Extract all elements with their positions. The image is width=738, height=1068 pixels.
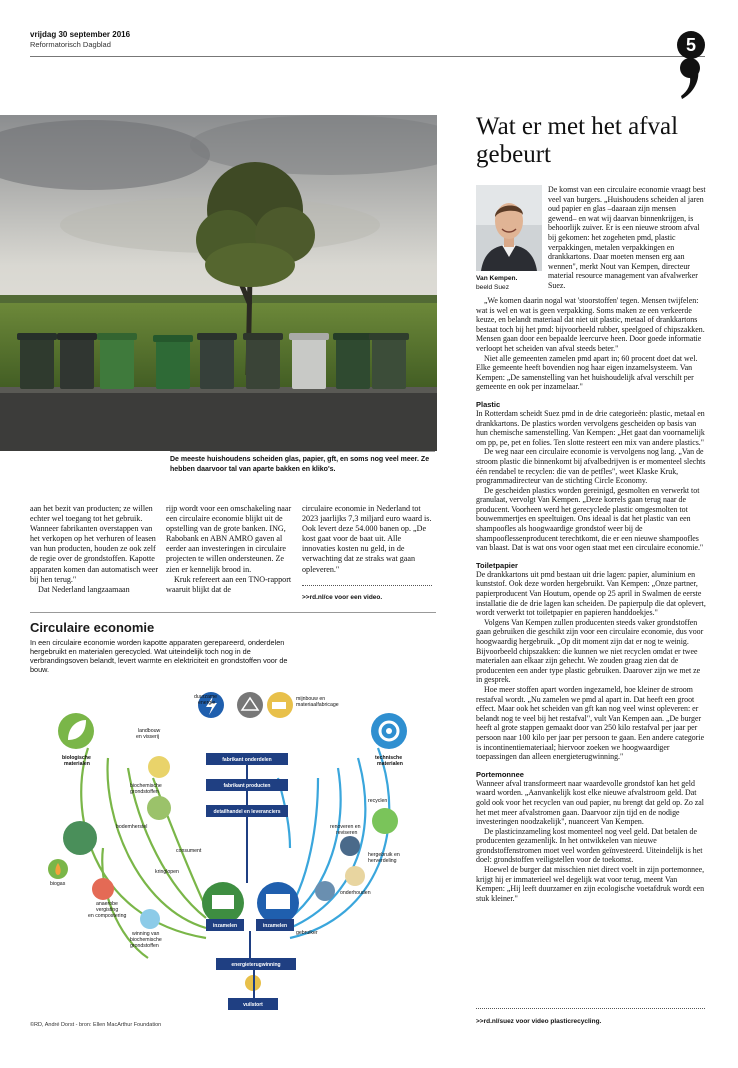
label: kringlopen <box>155 869 179 875</box>
mining-icon <box>237 692 263 718</box>
paragraph: Hoe meer stoffen apart worden ingezameld, hoe kleiner de stroom restafval wordt. „Nu zamelen we pmd al apart in. Dat heeft een groot effect. Maar ook het scheiden van gft kan nog veel winst opleveren: er belandt nog te veel bij het restafval", vult Van Kempen aan. „De burger heeft al grote stappen gemaakt door van 250 kilo restafval per jaar per persoon naar 100 kilo per jaar per persoon te gaan. Een andere categorie is incontinentiemateriaal; hiervoor zoeken we hoogwaardiger toepassingen dan alleen energieterugwinning." <box>476 684 705 762</box>
label: biochemische <box>130 783 162 789</box>
portrait-photo <box>476 185 542 271</box>
label: biochemische <box>130 937 162 943</box>
infographic-intro: In een circulaire economie worden kapotte apparaten gerepareerd, onderdelen hergebruikt en materialen gerecycled. Wat uiteindelijk toch nog in de verbrandingsoven belandt, levert warmte en elektriciteit en grondstoffen voor de bouw. <box>30 638 288 674</box>
infographic-rule <box>30 612 436 613</box>
article-title: Wat er met het afval gebeurt <box>476 113 679 168</box>
subhead-toiletpapier: Toiletpapier <box>476 560 518 570</box>
subhead-plastic: Plastic <box>476 399 501 409</box>
paragraph: Dat Nederland langzaamaan <box>38 584 130 594</box>
label: vergisting <box>96 907 119 913</box>
label: winning van <box>132 931 160 937</box>
label: herverdeling <box>368 858 397 864</box>
label: reviseren <box>336 830 358 836</box>
label: detailhandel en leveranciers <box>213 809 281 815</box>
label: recyclen <box>368 798 388 804</box>
label: materialen <box>377 761 403 767</box>
dotted-separator <box>476 1008 705 1009</box>
video-link[interactable]: >>rd.nl/ce voor een video. <box>302 594 383 601</box>
label: bodemherstel <box>116 824 148 830</box>
page-number-badge: 5 <box>677 31 705 59</box>
subhead-portemonnee: Portemonnee <box>476 769 524 779</box>
wheat-icon <box>148 756 170 778</box>
label: landbouw <box>138 728 161 734</box>
paragraph: „We komen daarin nogal wat 'stoorstoffen' tegen. Mensen twijfelen: wat is wel en wat is geen verpakking. Soms maken ze een verkeerde keuze, en belandt materiaal dat niet uit plastic, metaal of drankkartons bestaat toch bij het pmd: bijvoorbeeld rubber, speelgoed of chipszakken. Mensen gaan door een bepaalde leercurve heen. Door goede informatie verloopt het scheiden van afval steeds beter." <box>476 296 705 353</box>
comma-logo-icon <box>678 58 702 100</box>
boxes-icon <box>345 866 365 886</box>
label: materialen <box>64 761 90 767</box>
label: energie <box>198 700 216 706</box>
label: grondstoffen <box>130 789 159 795</box>
main-photo <box>0 115 437 451</box>
paragraph: De drankkartons uit pmd bestaan uit drie lagen: papier, aluminium en kunststof. Ook deze worden hergebruikt. Van Kempen: „Onze partner, papierproducent Van Houtum, opende op 25 april in Swalmen de eerste installatie die de drie lagen kan scheiden. De papierpulp die dat oplevert, wordt verwerkt tot toiletpapier en papieren handdoekjes." <box>476 569 706 618</box>
paragraph: De weg naar een circulaire economie is vervolgens nog lang. „Van de stroom plastic die binnenkomt bij afvalbedrijven is er momenteel slechts één rendabel te recyclen: die van de petfles", weet Klaske Kruk, programmadirecteur van de stichting Circle Economy. <box>476 447 706 486</box>
dotted-separator <box>302 585 432 586</box>
molecule-icon <box>147 796 171 820</box>
label: energieterugwinning <box>231 962 281 968</box>
article-body <box>476 296 706 903</box>
label: biologische <box>62 755 91 761</box>
label: en compostering <box>88 913 127 919</box>
photo-caption: De meeste huishoudens scheiden glas, papier, gft, en soms nog veel meer. Ze hebben daarvoor tal van aparte bakken en kliko's. <box>170 456 430 473</box>
label: hergebruik en <box>368 852 400 858</box>
video-link[interactable]: >>rd.nl/suez voor video plasticrecycling. <box>476 1018 602 1025</box>
paragraph: rijp wordt voor een omschakeling naar een circulaire economie blijkt uit de opstelling van de grote banken. ING, Rabobank en ABN AMRO gaven al eerder aan investeringen in circulaire projecten te willen ondersteunen. Ze zien er kennelijk brood in. <box>166 504 292 574</box>
label: biogas <box>50 881 66 887</box>
paragraph: De gescheiden plastics worden gereinigd, gesmolten en verwerkt tot granulaat, vervolgt Van Kempen. „Deze korrels gaan terug naar de producent. Voorheen werd het gerecyclede plastic omgesmolten tot bouwemmertjes en speeltuigen. Ons ideaal is dat het plastic van een shampoofles als hoogwaardige grondstof weer bij de shampooflessenproducent terechtkomt, die er een nieuwe shampoofles van blaast. Dat is wat ons voor ogen staat met een circulaire economie." <box>476 485 704 553</box>
header-rule <box>30 56 705 57</box>
label: mijnbouw en <box>296 696 326 702</box>
paragraph: In Rotterdam scheidt Suez pmd in de drie categorieën: plastic, metaal en drankkartons. De plastics worden vervolgens gescheiden op basis van hun chemische samenstelling. Van Kempen: „Het gaat dan voornamelijk om pp, pe, pet en folies. Ten slotte resteert een mix van andere plastics." <box>476 408 705 447</box>
label: renoveren en <box>330 824 361 830</box>
paragraph: Wanneer afval transformeert naar waardevolle grondstof kan het geld waard worden. „Aanvankelijk kost elke nieuwe afvalstroom geld. Dat gold ook voor het recyclen van oud papier, nu brengt dat geld op. Zo zal het met meer afvalstromen gaan. Daarvoor zijn tijd en de nodige investeringen noodzakelijk", nuanceert Van Kempen. <box>476 778 705 827</box>
column-2 <box>166 504 296 595</box>
portrait-caption <box>476 275 546 292</box>
paragraph: Kruk refereert aan een TNO-rapport waaruit blijkt dat de <box>166 574 292 594</box>
portrait-caption-credit: beeld Suez <box>476 283 509 291</box>
circular-economy-diagram <box>28 688 438 1023</box>
label: grondstoffen <box>130 943 159 949</box>
label: en visserij <box>136 734 160 740</box>
earth-icon <box>63 821 97 855</box>
column-3 <box>302 504 436 575</box>
paragraph: Niet alle gemeenten zamelen pmd apart in; 60 procent doet dat wel. Elke gemeente heeft bovendien nog haar eigen inzamelsysteem. Van Kempen: „De samenstelling van het huishoudelijk afval verschilt per gemeente en ook per inzamelaar." <box>476 353 698 392</box>
label: materiaalfabricage <box>296 702 339 708</box>
label: technische <box>375 755 403 761</box>
label: inzamelen <box>212 923 238 929</box>
newspaper-name: Reformatorisch Dagblad <box>30 40 111 49</box>
label: consument <box>176 848 202 854</box>
tools-icon <box>315 881 335 901</box>
label: fabrikant producten <box>223 783 271 789</box>
column-1 <box>30 504 160 595</box>
label: inzamelen <box>262 923 288 929</box>
paragraph: aan het bezit van producten; ze willen echter wel toegang tot het gebruik. Wanneer fabrikanten overstappen van het verkopen op het verhuren of leasen van hun producten, houden ze ook zelf de regie over de grondstoffen. Kapotte apparaten komen dan automatisch weer bij hen terug." <box>30 504 159 584</box>
caption-rule <box>170 451 435 452</box>
paragraph: De komst van een circulaire economie vraagt best veel van burgers. „Huishoudens scheiden al jaren oud papier en glas –daaraan zijn mensen gewend– en wat wij daarvan binnenkrijgen, is behoorlijk zuiver. Er is een nieuwe stroom afval bij gekomen: het zogeheten pmd, plastic verpakkingen, metalen verpakkingen en drankkartons. Daar moeten mensen erg aan wennen", merkt Nout van Kempen, directeur material resource management van afvalwerker Suez. <box>548 185 706 290</box>
infographic-credit: ©RD, André Dorst - bron: Ellen MacArthur Foundation <box>30 1022 162 1028</box>
recycle-icon <box>372 808 398 834</box>
factory-icon <box>340 836 360 856</box>
paragraph: Hoewel de burger dat misschien niet direct voelt in zijn portemonnee, krijgt hij er immaterieel wel degelijk wat voor terug, meent Van Kempen: „Hij leeft duurzamer en zijn ecologische voetafdruk wordt een stuk kleiner." <box>476 865 705 903</box>
label: anaerobe <box>96 901 118 907</box>
portrait-caption-name: Van Kempen. <box>476 275 518 282</box>
issue-date: vrijdag 30 september 2016 <box>30 30 131 39</box>
label: fabrikant onderdelen <box>222 757 272 763</box>
label: duurzame <box>194 694 218 700</box>
label: gebruiker <box>296 930 318 936</box>
infographic-title: Circulaire economie <box>30 620 155 635</box>
label: vuilstort <box>243 1002 263 1008</box>
paragraph: De plasticinzameling kost momenteel nog veel geld. Dat betalen de producenten gezamenlijk. In het ontwikkelen van nieuwe grondstoffenstromen moet veel worden geïnvesteerd. Uiteindelijk is het doel: grondstoffen veiligstellen voor de toekomst. <box>476 826 703 865</box>
label: onderhouden <box>340 890 371 896</box>
paragraph: Volgens Van Kempen zullen producenten steeds vaker grondstoffen gaan gebruiken die geschikt zijn voor een circulaire economie, dus voor hoogwaardig hergebruik. „Op dit moment zijn dat er nog te weinig. Bijvoorbeeld chipszakken: die kunnen we niet recyclen omdat er twee materialen aan elkaar zijn gehecht. We zouden graag zien dat de producenten een ander type plastic gebruiken. Daarover zijn we met ze in gesprek. <box>476 617 704 685</box>
compost-icon <box>92 878 114 900</box>
paragraph: circulaire economie in Nederland tot 2023 jaarlijks 7,3 miljard euro waard is. Ook levert deze 54.000 banen op. „De kost gaat voor de baat uit. Alle innovaties kosten nu geld, in de verwachting dat ze straks wat gaan opleveren." <box>302 504 432 574</box>
article-intro <box>548 185 706 291</box>
flask-icon <box>140 909 160 929</box>
